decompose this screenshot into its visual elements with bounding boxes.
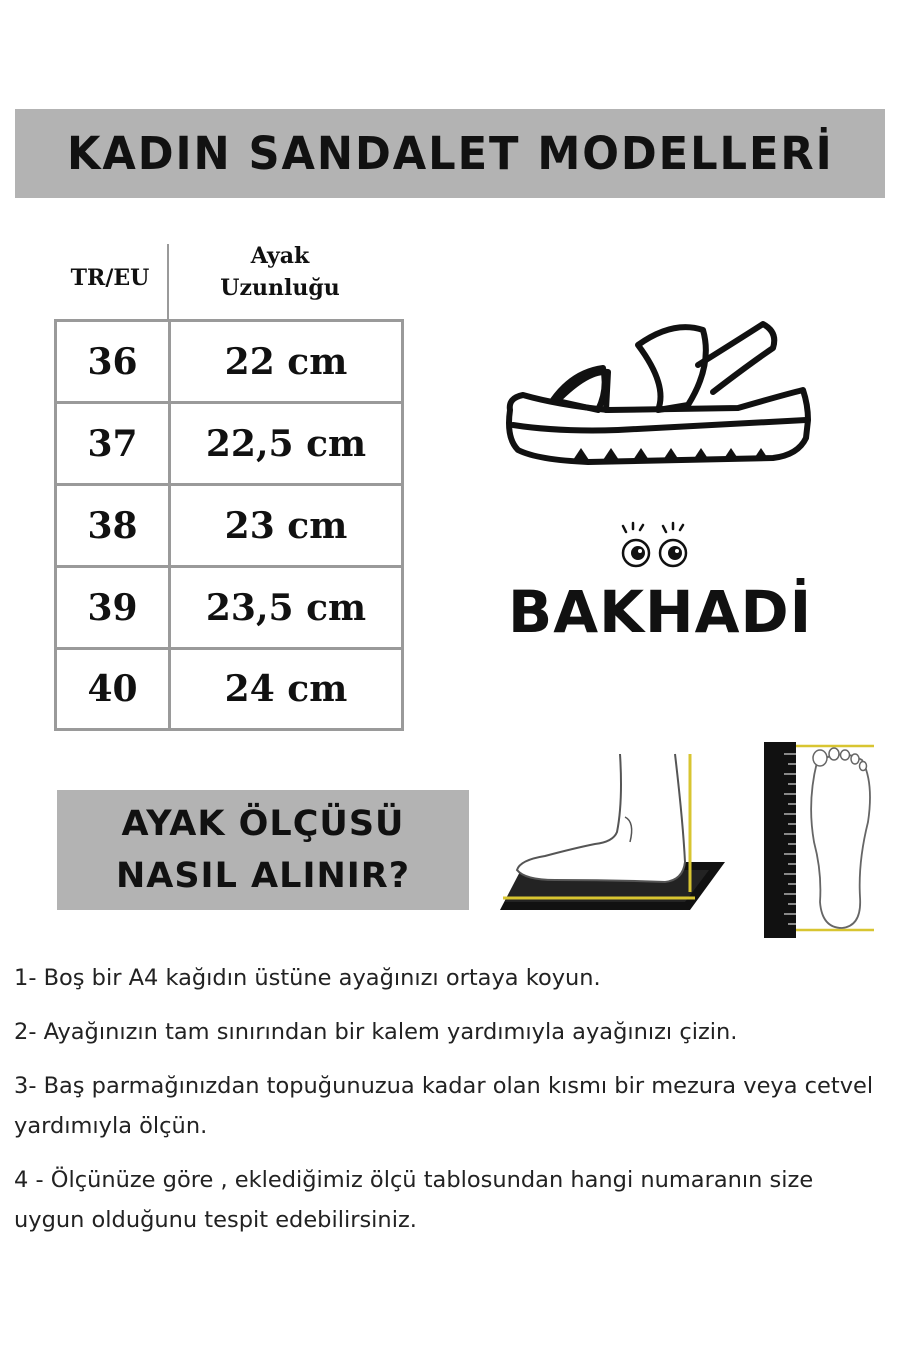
size-table bbox=[54, 319, 404, 731]
how-to-measure-box bbox=[57, 790, 469, 910]
table-row bbox=[57, 568, 401, 650]
sandal-icon bbox=[498, 310, 818, 475]
length-column-header bbox=[170, 240, 390, 304]
table-row bbox=[57, 322, 401, 404]
instructions bbox=[14, 958, 886, 1254]
length-cell: 23,5 cm bbox=[205, 586, 367, 629]
how-to-line1: AYAK ÖLÇÜSÜ bbox=[121, 804, 405, 844]
size-column-header: TR/EU bbox=[70, 265, 150, 291]
header-divider bbox=[167, 244, 169, 320]
table-row bbox=[57, 486, 401, 568]
length-cell: 23 cm bbox=[224, 504, 348, 547]
length-cell: 24 cm bbox=[224, 668, 348, 710]
table-row bbox=[57, 650, 401, 728]
title-banner bbox=[15, 109, 885, 198]
brand-name: BAKHADİ bbox=[508, 578, 813, 646]
size-cell: 39 bbox=[87, 586, 138, 629]
size-cell: 40 bbox=[87, 668, 138, 710]
length-header-line1: Ayak bbox=[250, 243, 310, 269]
banner-title: KADIN SANDALET MODELLERİ bbox=[66, 127, 834, 180]
eyes-logo-icon bbox=[616, 520, 696, 572]
size-cell: 36 bbox=[87, 340, 138, 383]
length-cell: 22,5 cm bbox=[205, 422, 367, 465]
how-to-line2: NASIL ALINIR? bbox=[115, 856, 411, 896]
foot-ruler-top-icon bbox=[762, 742, 874, 940]
length-cell: 22 cm bbox=[224, 340, 348, 383]
size-cell: 37 bbox=[87, 422, 138, 465]
step-item: 1- Boş bir A4 kağıdın üstüne ayağınızı ortaya koyun. bbox=[14, 965, 601, 991]
size-cell: 38 bbox=[87, 504, 138, 547]
foot-measure-side-icon bbox=[495, 752, 725, 914]
table-row bbox=[57, 404, 401, 486]
step-item: 3- Baş parmağınızdan topuğunuzua kadar olan kısmı bir mezura veya cetvel yardımıyla ölçün. bbox=[14, 1073, 874, 1139]
length-header-line2: Uzunluğu bbox=[220, 275, 340, 301]
step-item: 2- Ayağınızın tam sınırından bir kalem yardımıyla ayağınızı çizin. bbox=[14, 1019, 738, 1045]
step-item: 4 - Ölçünüze göre , eklediğimiz ölçü tablosundan hangi numaranın size uygun olduğunu tespit edebilirsiniz. bbox=[14, 1167, 814, 1233]
